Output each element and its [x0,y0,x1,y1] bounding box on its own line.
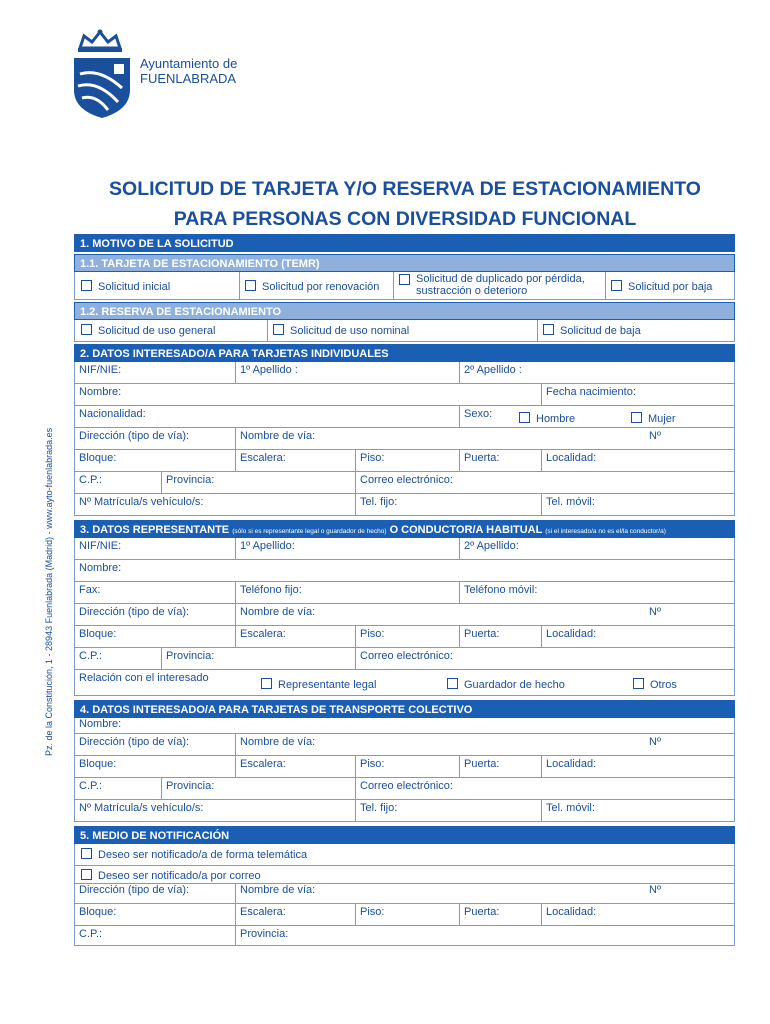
s5-row-direccion [74,884,735,904]
s2-option-hombre[interactable] [519,412,575,425]
title-line1: SOLICITUD DE TARJETA Y/O RESERVA DE ESTACIONAMIENTO [109,178,701,200]
s2-direccion-field[interactable]: Dirección (tipo de vía): [79,430,190,442]
org-line2: FUENLABRADA [140,71,237,86]
section3-note-b: (si el interesado/a no es el/la conductor/a) [545,528,666,535]
s3-row-relacion [74,670,735,696]
section4-header: 4. DATOS INTERESADO/A PARA TARJETAS DE TRANSPORTE COLECTIVO [74,700,735,718]
checkbox[interactable] [81,848,92,859]
s2-nombre-field[interactable]: Nombre: [79,386,122,398]
s2-correo-field[interactable]: Correo electrónico: [355,472,734,493]
s2-fecha-field[interactable]: Fecha nacimiento: [541,384,734,405]
s5-piso-field[interactable]: Piso: [355,904,459,925]
section3-title-a: 3. DATOS REPRESENTANTE [80,524,230,536]
s5-row-correo [74,866,735,884]
s3-row-nif [74,538,735,560]
option-label: Solicitud de duplicado por pérdida, [416,273,585,285]
s3-telfijo-field[interactable]: Teléfono fijo: [235,582,459,603]
s3-telmovil-field[interactable]: Teléfono móvil: [459,582,734,603]
s2-nif-field[interactable]: NIF/NIE: [79,364,122,376]
checkbox[interactable] [633,678,644,689]
s2-telfijo-field[interactable]: Tel. fijo: [355,494,541,515]
option-baja[interactable] [611,280,712,293]
checkbox[interactable] [81,869,92,880]
s5-row-bloque [74,904,735,926]
s3-nombre-field[interactable]: Nombre: [79,562,122,574]
option-label: Solicitud por renovación [262,281,380,293]
s2-escalera-field[interactable]: Escalera: [235,450,355,471]
s5-provincia-field[interactable]: Provincia: [235,926,734,945]
s3-puerta-field[interactable]: Puerta: [459,626,541,647]
checkbox[interactable] [81,280,92,291]
s3-relacion-label: Relación con el interesado [79,672,209,684]
page-title [74,174,736,234]
checkbox[interactable] [611,280,622,291]
s3-apellido1-field[interactable]: 1º Apellido: [235,538,459,559]
s4-row-nombre [74,718,735,734]
side-address: Pz. de la Constitución, 1 - 28943 Fuenlabrada (Madrid) - www.ayto-fuenlabrada.es [44,427,54,756]
option-label: Solicitud inicial [98,281,171,293]
option-solicitud-inicial[interactable] [81,280,170,293]
s4-nombre-via-field[interactable]: Nombre de vía: [235,734,645,755]
fuenlabrada-logo [70,28,140,120]
s2-sexo-label: Sexo: [459,406,515,427]
s2-row-nif [74,362,735,384]
s3-row-cp [74,648,735,670]
s4-telfijo-field[interactable]: Tel. fijo: [355,800,541,821]
section1-2-header: 1.2. RESERVA DE ESTACIONAMIENTO [74,302,735,320]
option-label: Solicitud de baja [560,325,641,337]
section3-title-b: O CONDUCTOR/A HABITUAL [389,524,543,536]
s5-nombre-via-field[interactable]: Nombre de vía: [235,884,645,903]
section1-header: 1. MOTIVO DE LA SOLICITUD [74,234,735,252]
s3-localidad-field[interactable]: Localidad: [541,626,734,647]
s4-numero-field[interactable]: Nº [649,736,661,748]
s2-localidad-field[interactable]: Localidad: [541,450,734,471]
s3-nif-field[interactable]: NIF/NIE: [79,540,122,552]
s5-row-telematica [74,844,735,866]
section2-header: 2. DATOS INTERESADO/A PARA TARJETAS INDIVIDUALES [74,344,735,362]
option-label: Guardador de hecho [464,679,565,691]
s2-row-bloque [74,450,735,472]
s4-cp-field[interactable]: C.P.: [79,780,103,792]
section1-1-header: 1.1. TARJETA DE ESTACIONAMIENTO (TEMR) [74,254,735,272]
s3-option-otros[interactable] [633,678,677,691]
s2-option-mujer[interactable] [631,412,676,425]
option-uso-nominal[interactable] [273,324,409,337]
s5-bloque-field[interactable]: Bloque: [79,906,117,918]
checkbox[interactable] [245,280,256,291]
s2-piso-field[interactable]: Piso: [355,450,459,471]
option-label: Solicitud de uso nominal [290,325,410,337]
s3-numero-field[interactable]: Nº [649,606,661,618]
s2-row-direccion [74,428,735,450]
s5-option-telematica[interactable] [81,848,307,861]
application-form [74,234,735,946]
s4-puerta-field[interactable]: Puerta: [459,756,541,777]
s4-row-matricula [74,800,735,822]
option-label: Deseo ser notificado/a de forma telemática [98,849,308,861]
s4-escalera-field[interactable]: Escalera: [235,756,355,777]
checkbox[interactable] [81,324,92,335]
s2-cp-field[interactable]: C.P.: [79,474,103,486]
checkbox[interactable] [631,412,642,423]
s3-row-fax [74,582,735,604]
option-label: Solicitud por baja [628,281,713,293]
s4-piso-field[interactable]: Piso: [355,756,459,777]
section5-header: 5. MEDIO DE NOTIFICACIÓN [74,826,735,844]
checkbox[interactable] [543,324,554,335]
checkbox[interactable] [519,412,530,423]
s2-row-cp [74,472,735,494]
org-name [140,56,237,86]
s5-numero-field[interactable]: Nº [649,884,661,896]
section3-note-a: (sólo si es representante legal o guardador de hecho) [232,528,387,535]
s3-option-guardador[interactable] [447,678,565,691]
s3-fax-field[interactable]: Fax: [79,584,101,596]
option-reserva-baja[interactable] [543,324,641,337]
checkbox[interactable] [273,324,284,335]
s4-direccion-field[interactable]: Dirección (tipo de vía): [79,736,190,748]
s5-localidad-field[interactable]: Localidad: [541,904,734,925]
option-renovacion[interactable] [245,280,379,293]
s3-row-direccion [74,604,735,626]
reserva-options-row [74,320,735,342]
s4-row-bloque [74,756,735,778]
s3-correo-field[interactable]: Correo electrónico: [355,648,734,669]
s2-nacionalidad-field[interactable]: Nacionalidad: [79,408,146,420]
s4-telmovil-field[interactable]: Tel. móvil: [541,800,734,821]
s4-matricula-field[interactable]: Nº Matrícula/s vehículo/s: [79,802,204,814]
s3-piso-field[interactable]: Piso: [355,626,459,647]
s2-row-matricula [74,494,735,516]
option-duplicado[interactable] [399,273,585,297]
s3-bloque-field[interactable]: Bloque: [79,628,117,640]
s4-bloque-field[interactable]: Bloque: [79,758,117,770]
option-label-cont: sustracción o deterioro [416,285,528,297]
s3-cp-field[interactable]: C.P.: [79,650,103,662]
s3-apellido2-field[interactable]: 2º Apellido: [459,538,734,559]
section3-header [74,520,735,538]
checkbox[interactable] [399,274,410,285]
s4-correo-field[interactable]: Correo electrónico: [355,778,734,799]
s4-localidad-field[interactable]: Localidad: [541,756,734,777]
option-label: Otros [650,679,677,691]
s2-numero-field[interactable]: Nº [649,430,661,442]
s2-telmovil-field[interactable]: Tel. móvil: [541,494,734,515]
s3-provincia-field[interactable]: Provincia: [161,648,355,669]
s3-direccion-field[interactable]: Dirección (tipo de vía): [79,606,190,618]
s3-option-representante[interactable] [261,678,376,691]
s2-row-nacionalidad [74,406,735,428]
s5-option-correo[interactable] [81,869,261,882]
option-uso-general[interactable] [81,324,215,337]
s4-provincia-field[interactable]: Provincia: [161,778,355,799]
s2-apellido2-field[interactable]: 2º Apellido : [459,362,734,383]
s2-apellido1-field[interactable]: 1º Apellido : [235,362,459,383]
s4-nombre-field[interactable]: Nombre: [79,718,122,730]
s5-row-cp [74,926,735,946]
s2-provincia-field[interactable]: Provincia: [161,472,355,493]
s3-row-bloque [74,626,735,648]
checkbox[interactable] [261,678,272,689]
option-label: Representante legal [278,679,377,691]
title-line2: PARA PERSONAS CON DIVERSIDAD FUNCIONAL [173,208,637,230]
temr-options-row [74,272,735,300]
s2-bloque-field[interactable]: Bloque: [79,452,117,464]
option-label: Deseo ser notificado/a por correo [98,870,261,882]
s5-direccion-field[interactable]: Dirección (tipo de vía): [79,884,190,896]
s2-row-nombre [74,384,735,406]
s5-escalera-field[interactable]: Escalera: [235,904,355,925]
s3-row-nombre [74,560,735,582]
s5-puerta-field[interactable]: Puerta: [459,904,541,925]
option-label: Solicitud de uso general [98,325,216,337]
option-label: Mujer [648,413,676,425]
s2-matricula-field[interactable]: Nº Matrícula/s vehículo/s: [79,496,204,508]
option-label: Hombre [536,413,576,425]
s4-row-direccion [74,734,735,756]
s2-nombre-via-field[interactable]: Nombre de vía: [235,428,645,449]
s3-nombre-via-field[interactable]: Nombre de vía: [235,604,645,625]
s5-cp-field[interactable]: C.P.: [79,928,103,940]
s3-escalera-field[interactable]: Escalera: [235,626,355,647]
s4-row-cp [74,778,735,800]
checkbox[interactable] [447,678,458,689]
s2-puerta-field[interactable]: Puerta: [459,450,541,471]
org-line1: Ayuntamiento de [140,56,238,71]
